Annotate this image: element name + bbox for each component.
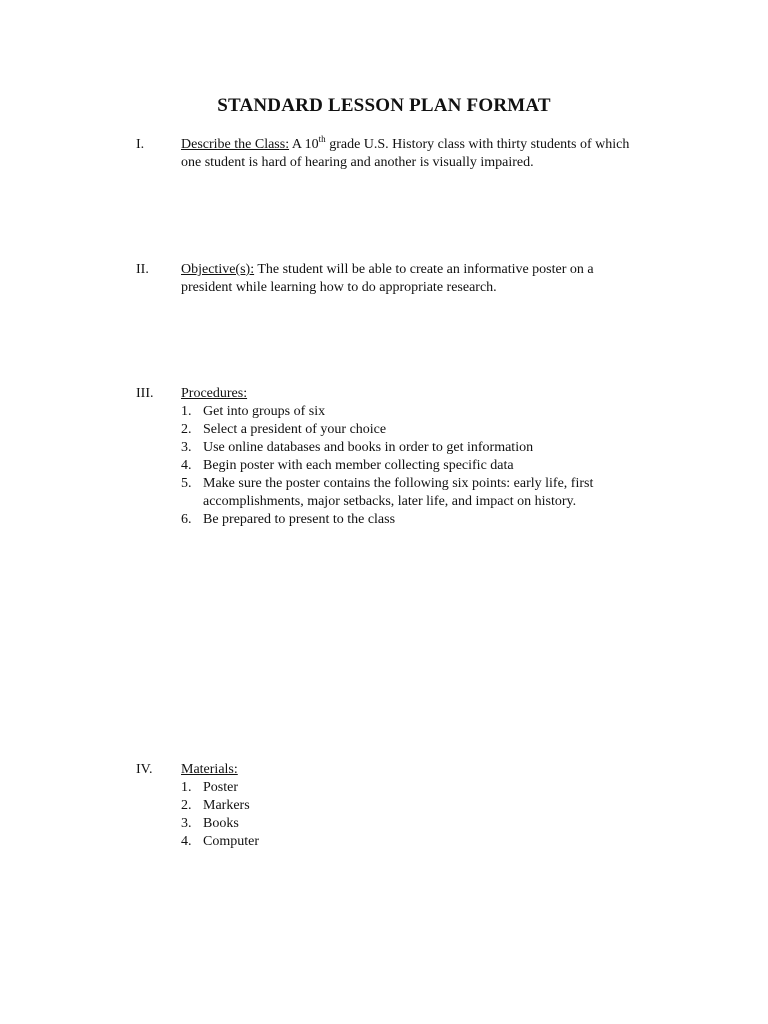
procedures-list — [181, 403, 636, 529]
list-item-number: 2. — [181, 422, 192, 437]
list-item-text: Get into groups of six — [203, 404, 326, 419]
materials-list — [181, 779, 636, 851]
section-text-rest: grade U.S. History class with thirty students of which one student is hard of hearing and another is visually impaired. — [181, 137, 630, 170]
list-item-number: 3. — [181, 816, 192, 831]
list-item — [181, 779, 636, 797]
section-number: I. — [136, 137, 145, 152]
list-item-number: 4. — [181, 834, 192, 849]
list-item — [181, 511, 636, 529]
list-item-text: Books — [203, 816, 239, 831]
document-title: STANDARD LESSON PLAN FORMAT — [217, 95, 551, 116]
list-item — [181, 439, 636, 457]
list-item-text: Poster — [203, 780, 238, 795]
list-item — [181, 797, 636, 815]
section-body — [181, 761, 636, 851]
section-number: III. — [136, 386, 154, 401]
list-item-number: 2. — [181, 798, 192, 813]
list-item-number: 5. — [181, 476, 192, 491]
list-item-text: Make sure the poster contains the following six points: early life, first accomplishments, major setbacks, later life, and impact on history. — [203, 476, 594, 509]
list-item-number: 1. — [181, 780, 192, 795]
section-number: II. — [136, 262, 149, 277]
list-item-text: Be prepared to present to the class — [203, 512, 396, 527]
section-heading: Procedures: — [181, 386, 248, 401]
list-item-text: Use online databases and books in order to get information — [203, 440, 534, 455]
list-item — [181, 833, 636, 851]
section-heading: Describe the Class: — [181, 137, 290, 152]
section-number: IV. — [136, 762, 153, 777]
list-item — [181, 815, 636, 833]
section-heading: Materials: — [181, 762, 238, 777]
list-item-text: Computer — [203, 834, 259, 849]
section-text-start: A 10 — [291, 137, 319, 152]
section-body — [181, 261, 636, 297]
list-item-number: 3. — [181, 440, 192, 455]
list-item — [181, 475, 636, 511]
list-item-text: Select a president of your choice — [203, 422, 387, 437]
list-item — [181, 457, 636, 475]
list-item-number: 6. — [181, 512, 192, 527]
list-item-number: 4. — [181, 458, 192, 473]
section-heading: Objective(s): — [181, 262, 255, 277]
list-item-number: 1. — [181, 404, 192, 419]
section-text: The student will be able to create an informative poster on a president while learning how to do appropriate research. — [181, 262, 594, 295]
list-item-text: Begin poster with each member collecting specific data — [203, 458, 514, 473]
section-body — [181, 385, 636, 529]
list-item — [181, 403, 636, 421]
list-item — [181, 421, 636, 439]
list-item-text: Markers — [203, 798, 250, 813]
ordinal-suffix: th — [318, 134, 326, 144]
section-body — [181, 136, 636, 172]
